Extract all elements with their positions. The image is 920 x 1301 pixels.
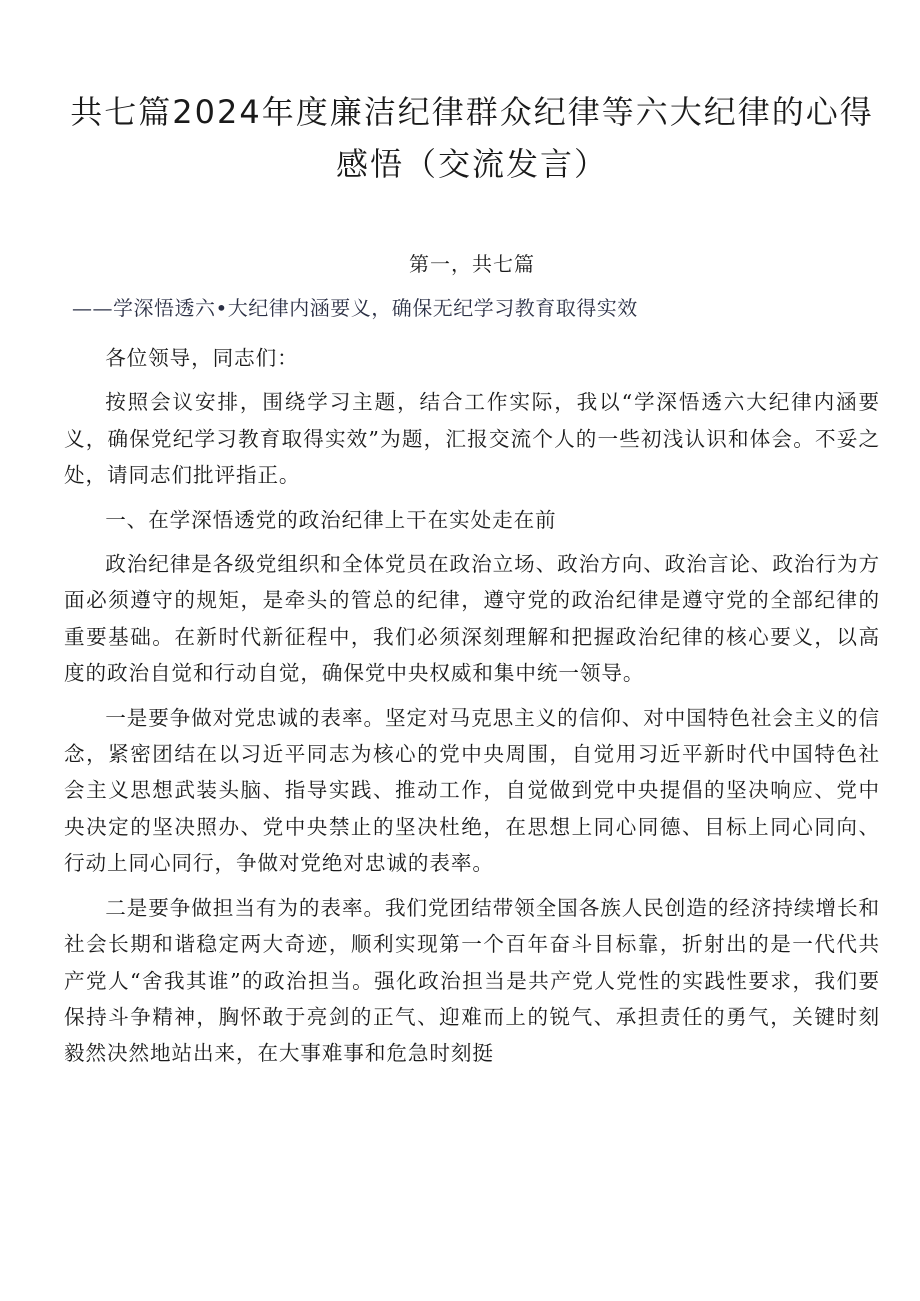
section-heading-1: 一、在学深悟透党的政治纪律上干在实处走在前 [105, 507, 557, 532]
chapter-subtitle: ——学深悟透六•大纪律内涵要义，确保无纪学习教育取得实效 [72, 296, 638, 320]
paragraph-point-1: 一是要争做对党忠诚的表率。坚定对马克思主义的信仰、对中国特色社会主义的信念，紧密团结在以习近平同志为核心的党中央周围，自觉用习近平新时代中国特色社会主义思想武装头脑、指导实践、推动工作，自觉做到党中央提倡的坚决响应、党中央决定的坚决照办、党中央禁止的坚决杜绝，在思想上同心同德、目标上同心同向、行动上同心同行，争做对党绝对忠诚的表率。 [64, 705, 880, 876]
paragraph-intro: 按照会议安排，围绕学习主题，结合工作实际，我以“学深悟透六大纪律内涵要义，确保党纪学习教育取得实效”为题，汇报交流个人的一些初浅认识和体会。不妥之处，请同志们批评指正。 [64, 390, 880, 488]
chapter-title: 第一，共七篇 [409, 252, 535, 276]
document-title: 共七篇2024年度廉洁纪律群众纪律等六大纪律的心得感悟（交流发言） [70, 93, 874, 183]
salutation: 各位领导，同志们： [105, 346, 299, 370]
paragraph-point-2: 二是要争做担当有为的表率。我们党团结带领全国各族人民创造的经济持续增长和社会长期和谐稳定两大奇迹，顺利实现第一个百年奋斗目标靠，折射出的是一代代共产党人“舍我其谁”的政治担当。强化政治担当是共产党人党性的实践性要求，我们要保持斗争精神，胸怀敢于亮剑的正气、迎难而上的锐气、承担责任的勇气，关键时刻毅然决然地站出来，在大事难事和危急时刻挺 [64, 895, 880, 1066]
paragraph-political-discipline: 政治纪律是各级党组织和全体党员在政治立场、政治方向、政治言论、政治行为方面必须遵守的规矩，是牵头的管总的纪律，遵守党的政治纪律是遵守党的全部纪律的重要基础。在新时代新征程中，我们必须深刻理解和把握政治纪律的核心要义，以高度的政治自觉和行动自觉，确保党中央权威和集中统一领导。 [64, 552, 880, 686]
